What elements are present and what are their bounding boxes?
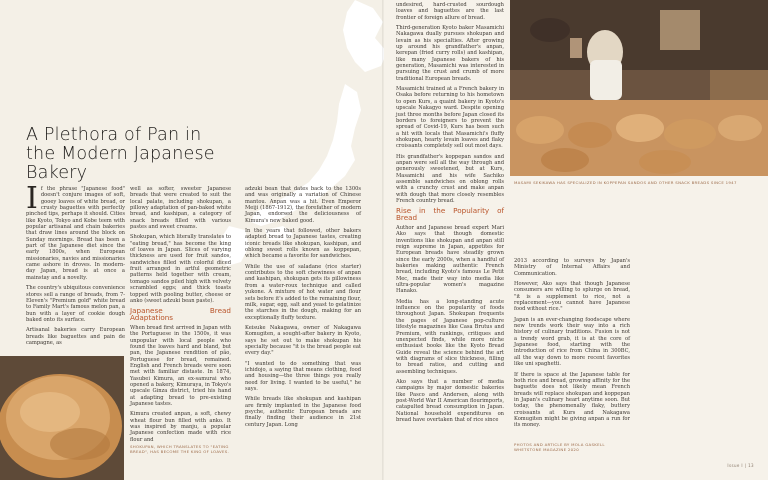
paragraph: Masamichi trained at a French bakery in Osaka before returning to his hometown to open Kurs, a quaint bakery in Kyoto's upscale Nakagyo ward. Despite opening just three months before Japan closed its borders to foreigners to prevent the spread of Covid-19, Kurs has been such a hit with locals that Masamichi's fluffy shokupan, hearty levain loaves and flaky croissants completely sell out most days. <box>396 86 504 150</box>
paragraph: f the phrase "Japanese food" doesn't conjure images of soft, gooey loaves of white bread, or crusty baguettes with perfectly pinched tips, perhaps it should. Cities like Kyoto, Tokyo and Kobe teem with popular artisanal and chain bakeries that draw lines around the block on Sunday mornings. Bread has been a part of the Japanese diet since the early 1800s, when European missionaries, navies and missionaries came ashore in droves. In modern-day Japan, bread is at once a mainstay and a novelty. <box>26 186 125 281</box>
credit-line-2: WHETSTONE MAGAZINE 2020 <box>514 447 579 452</box>
bakery-counter-photo <box>510 0 768 176</box>
text-column-3 <box>245 186 361 432</box>
paragraph: While breads like shokupan and kashipan are firmly implanted in the Japanese food psyche, authentic European breads are finally finding their audience in 21st century Japan. Long <box>245 396 361 428</box>
paragraph: If there is space at the Japanese table for both rice and bread, growing affinity for the baguette does not likely mean French breads will replace shokupan and koppepan in Japan's culinary heart anytime soon. But today, the phenomenally flaky, buttery croissants at Kurs and Nakagawa Komugiten might be giving anpan a run for its money. <box>514 371 630 429</box>
paragraph: Kimura created anpan, a soft, chewy wheat flour bun filled with anko. It was inspired by manju, a popular Japanese confection made with rice flour and <box>130 411 231 443</box>
paragraph: Japan is an ever-changing foodscape where new trends work their way into a rich history of culinary traditions. Fusion is not a trendy word grab, it is at the core of Japanese food, starting with the introduction of rice from China in 300BC, all the way down to more recent favorites like uni spaghetti. <box>514 316 630 368</box>
text-column-1 <box>26 181 125 350</box>
paragraph: undesired, hard-crusted sourdough loaves and baguettes are the last frontier of foreign allure of bread. <box>396 2 504 21</box>
paragraph: Ako says that a number of media campaigns by major domestic bakeries like Pasco and Andersen, along with post-World War II American flourimports, catapulted bread consumption in Japan. National household expenditures on bread have overtaken that of rice since <box>396 378 504 423</box>
photo-credit <box>514 442 634 452</box>
paragraph: When bread first arrived in Japan with the Portuguese in the 1500s, it was unpopular with local people who found the loaves hard and bland, but pan, the Japanese rendition of pão, Portuguese for bread, remained. English and French breads were soon met with familiar distaste. In 1874, Yasubei Kimura, an ex-samurai who opened a bakery, Kimuraya, in Tokyo's upscale Ginza district, tried his hand at adapting bread to pre-existing Japanese tastes. <box>130 324 231 407</box>
title-line-1: A Plethora of Pan in <box>26 125 202 145</box>
bread-loaf-photo <box>0 356 124 480</box>
paragraph: Third-generation Kyoto baker Masamichi Nakagawa dually pursues shokupan and levain as his specialties. After growing up around his grandfather's anpan, kerepan (fried curry rolls) and kashipan, like many Japanese bakers of his generation, Masamichi was interested in pursuing the crust and crumb of more traditional European breads. <box>396 25 504 82</box>
paragraph: However, Ako says that though Japanese consumers are willing to splurge on bread, "it is a supplement to rice, not a replacement—you cannot have Japanese food without rice." <box>514 281 630 313</box>
paragraph: 2013 according to surveys by Japan's Ministry of Internal Affairs and Communication. <box>514 258 630 277</box>
text-column-2 <box>130 186 231 447</box>
paragraph: Author and Japanese bread expert Mari Ako says that though domestic inventions like shokupan and anpan still reign supreme in Japan, appetites for European breads have steadily grown since the early 2000s, when a handful of bakeries making authentic French bread, including Kyoto's famous Le Petit Mec, made their way into media like ultra-popular women's magazine Hanako. <box>396 225 504 295</box>
paragraph: Shokupan, which literally translates to "eating bread," has become the king of loaves in Japan. Slices of varying thickness are used for fruit sandos, sandwiches filled with colorful diced fruit arranged in artful geometric patterns held together with cream, tomago sandos piled high with velvety scrambled eggs; and thick toasts topped with pooling butter, cheese or anko (sweet adzuki bean paste). <box>130 234 231 304</box>
paragraph: Keisuke Nakagawa, owner of Nakagawa Komugiten, a sought-after bakery in Kyoto, says he set out to make shokupan his specialty because "it is the bread people eat every day." <box>245 324 361 357</box>
paragraph: "I wanted to do something that was ichidojo, a saying that means clothing, food and housing—the three things you really need for living. I wanted to be useful," he says. <box>245 360 361 392</box>
paragraph: In the years that followed, other bakers adapted bread to Japanese tastes, creating iconic breads like shokupan, kashipan, and oblong sweet rolls known as koppepan, which became a favorite for sandwiches. <box>245 228 361 260</box>
drop-cap: I <box>26 181 38 216</box>
section-heading: Japanese Bread Adaptations <box>130 306 231 322</box>
title-line-3: Bakery <box>26 163 88 183</box>
article-title <box>26 126 266 183</box>
page-folio: Issue I | 13 <box>727 463 754 468</box>
paragraph: His grandfather's koppepan sandos and anpan were sell all the way through and generously sweetened, but at Kurs, Masamichi and his wife Sachiko assemble sandwiches on oblong rolls with a crunchy crust and make anpan with dough that more closely resembles French country bread. <box>396 153 504 204</box>
paragraph: Artisanal bakeries carry European breads like baguettes and pain de campagne, as <box>26 327 125 346</box>
paragraph: While the use of saladane (rice starter) contributes to the soft chewiness of anpan and kashipan, shokupan gets its pillowiness from a water-roux technique and called yukone. A mixture of hot water and flour sets before it's added to the remaining flour, milk, sugar, egg, salt and yeast to gelatinize the starches in the dough, making for an exceptionally fluffy texture. <box>245 263 361 321</box>
paragraph: well as softer, sweeter Japanese breads that were created to suit the local palate, including shokupan, a pillowy adaptation of pan-baked white bread, and kashipan, a category of snack breads filled with various pastes and sweet creams. <box>130 186 231 231</box>
credit-line-1: PHOTOS AND ARTICLE BY MOLA GASKELL <box>514 442 605 447</box>
paragraph: The country's ubiquitous convenience stores sell a range of breads, from 7-Eleven's "Premium gold" white bread to Family Mart's famous melon pan, a bun with a layer of cookie dough baked onto its surface. <box>26 285 125 323</box>
paragraph: Media has a long-standing acute influence on the popularity of foods throughout Japan. Shokupan frequents the pages of Japanese pop-culture lifestyle magazines like Casa Brutus and Premium, with rankings, critiques and unexpected finds, while more niche enthusiast books like the Kyoto Bread Guide reveal the science behind the art with diagrams of slice thickness, filling to bread ratios, and cutting and assembling techniques. <box>396 298 504 375</box>
text-column-5 <box>514 258 630 433</box>
caption-bottom-left: SHOKUPAN, WHICH TRANSLATES TO "EATING BREAD", HAS BECOME THE KING OF LOAVES. <box>130 444 230 454</box>
title-line-2: the Modern Japanese <box>26 144 215 164</box>
caption-top-right: MASAMI SEKIKAWA HAS SPECIALIZED IN KOPPEPAN SANDOS AND OTHER SNACK BREADS SINCE 1947 <box>514 180 737 185</box>
right-page <box>384 0 768 480</box>
section-heading: Rise in the Popularity of Bread <box>396 206 504 222</box>
paragraph: adzuki bean that dates back to the 1300s and was originally a variation of Chinese mantou. Anpan was a hit. Even Emperor Meiji (1867-1912), the forefather of modern Japan, endorsed the deliciousness of Kimura's new baked good. <box>245 186 361 224</box>
text-column-4 <box>396 2 504 427</box>
